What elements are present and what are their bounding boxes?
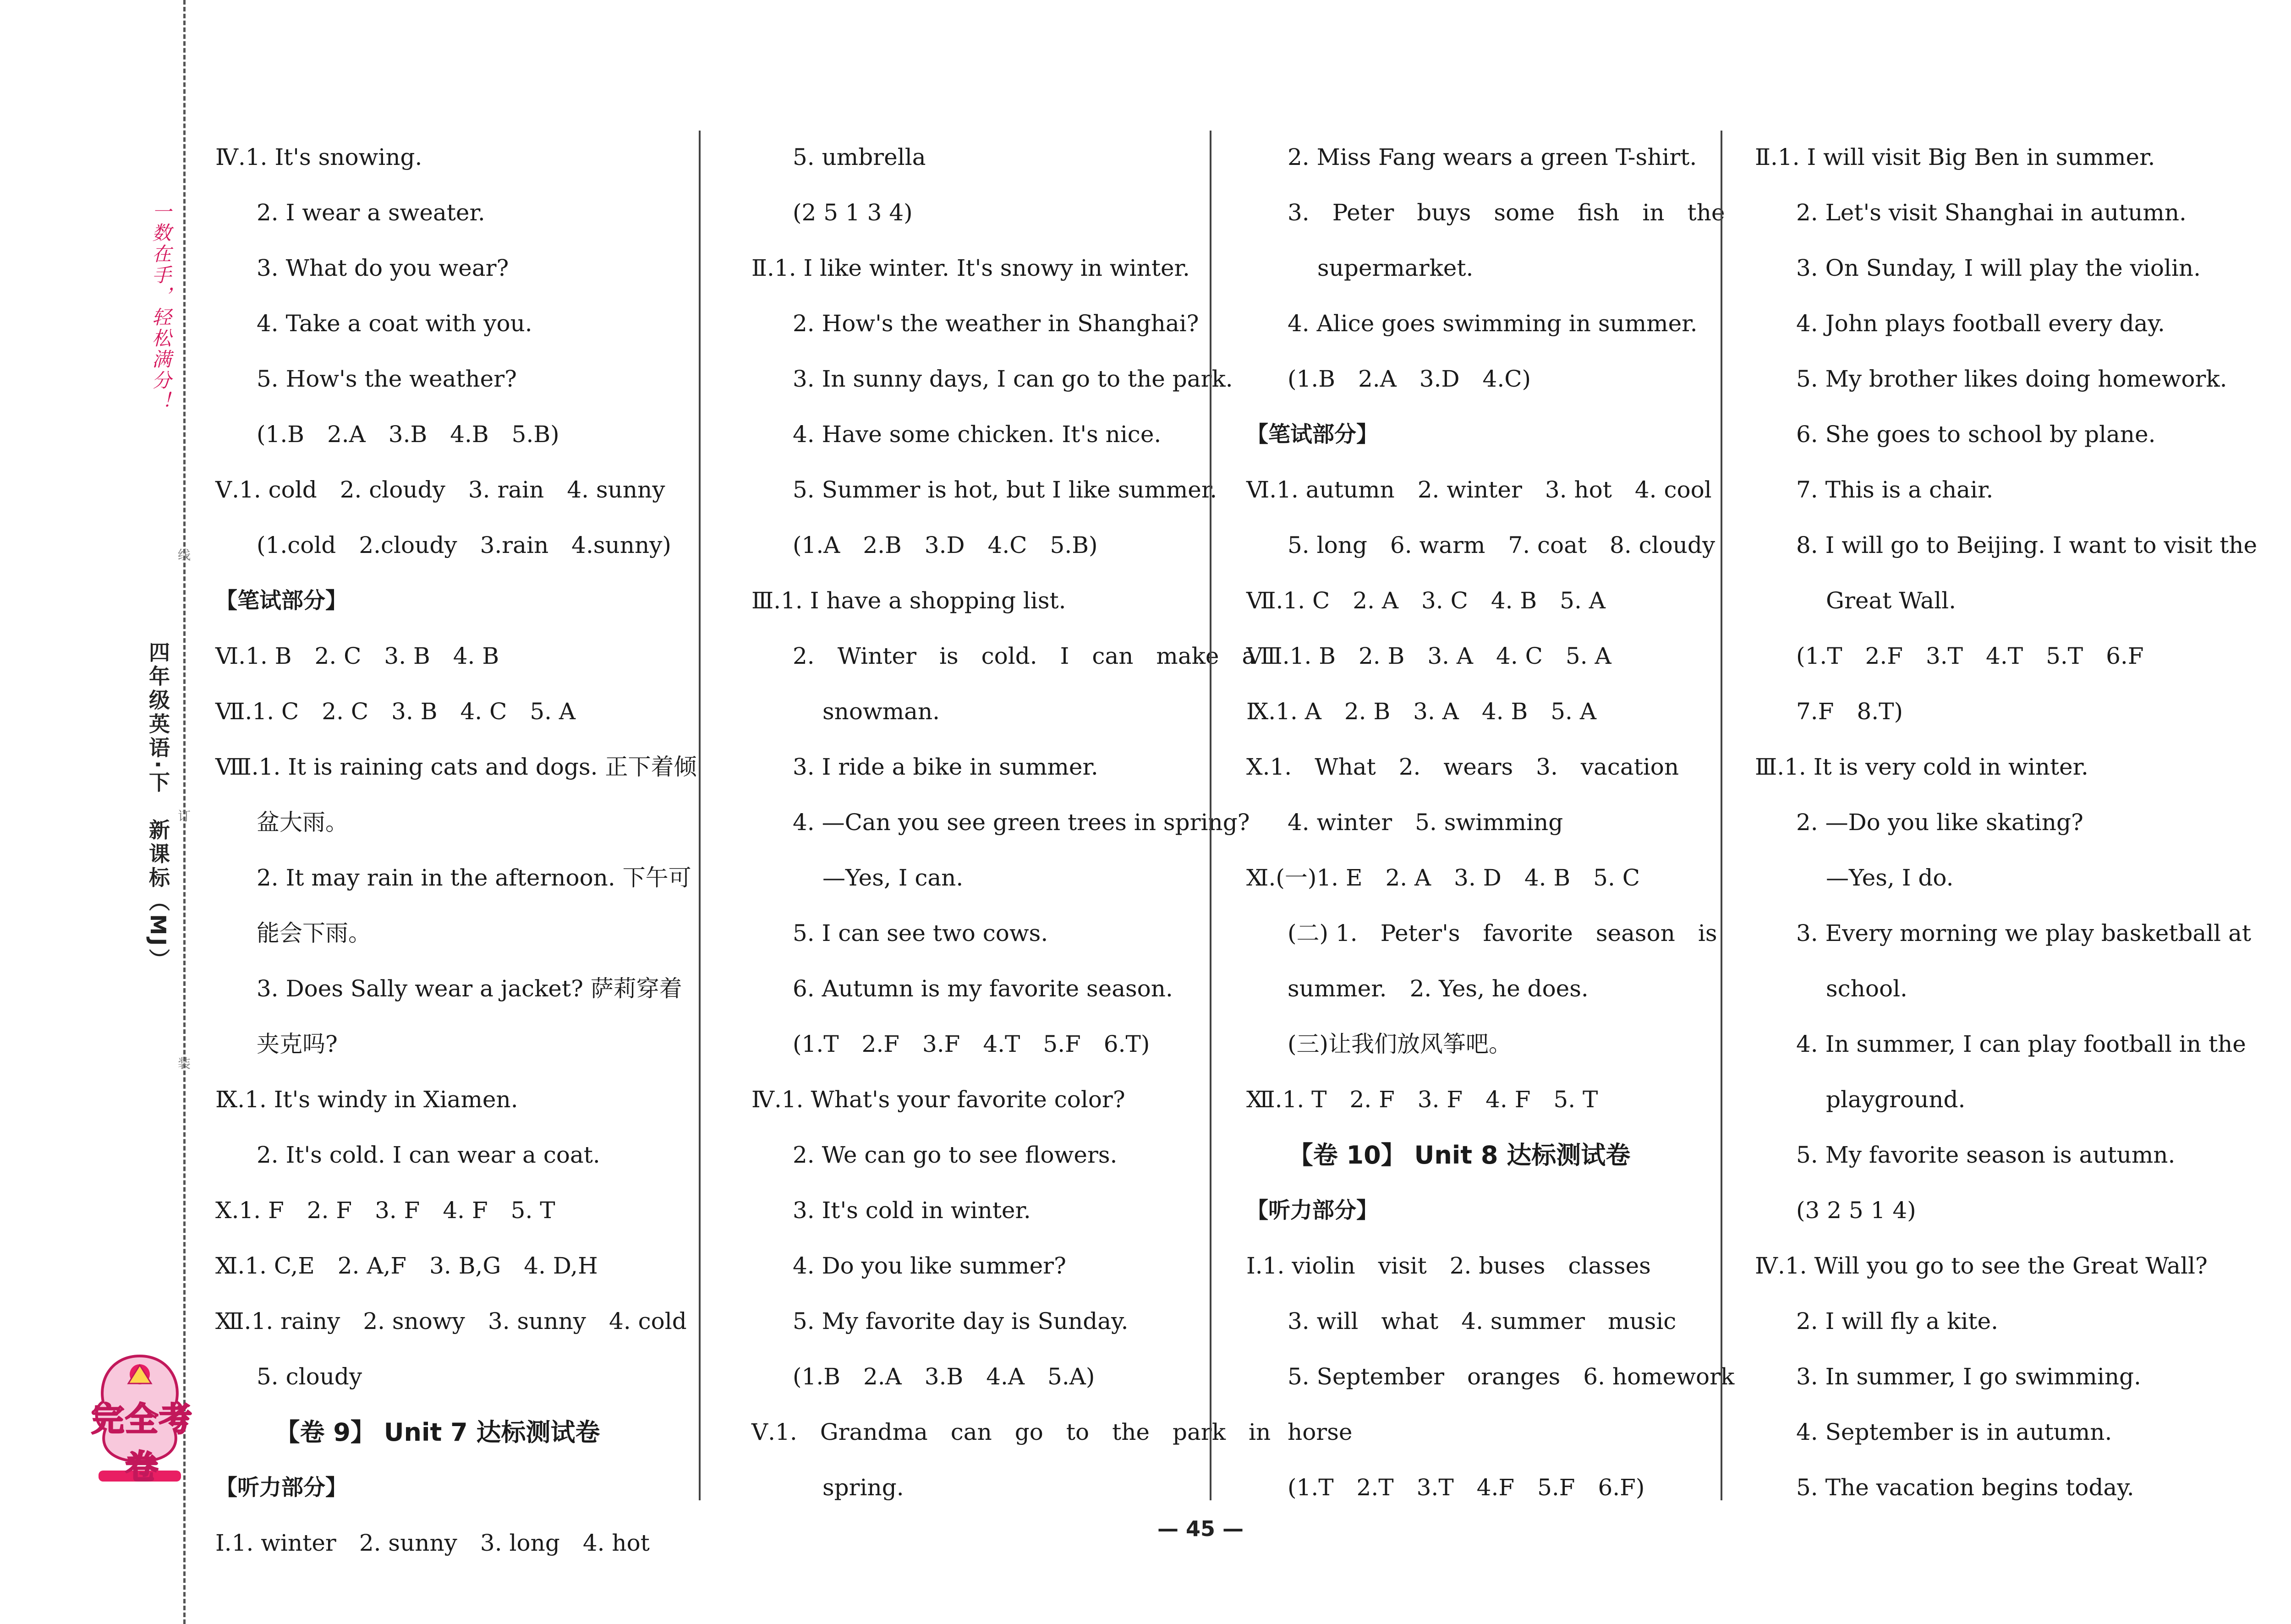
binding-mark-bind: 装 <box>178 1056 191 1071</box>
book-spine-title: 四年级英语·下 新课标（MJ） <box>146 641 170 973</box>
answer-line: Ⅶ.1. C 2. C 3. B 4. C 5. A <box>215 698 576 725</box>
answer-line: (1.T 2.T 3.T 4.F 5.F 6.F) <box>1288 1474 1645 1501</box>
page-number: — 45 — <box>1157 1516 1244 1541</box>
answer-line: supermarket. <box>1317 255 1474 281</box>
answer-line: 2. It may rain in the afternoon. 下午可 <box>257 864 691 891</box>
answer-line: 4. In summer, I can play football in the <box>1796 1031 2246 1057</box>
section-heading: 【笔试部分】 <box>215 588 348 613</box>
answer-line: 5. I can see two cows. <box>793 920 1048 946</box>
column-divider <box>1721 131 1722 1500</box>
answer-line: (二) 1. Peter's favorite season is <box>1288 920 1717 946</box>
answer-line: 4. September is in autumn. <box>1796 1419 2112 1445</box>
answer-line: 5. long 6. warm 7. coat 8. cloudy <box>1288 532 1716 558</box>
answer-column-1 <box>215 130 697 1571</box>
answer-line: Ⅴ.1. cold 2. cloudy 3. rain 4. sunny <box>215 476 665 503</box>
answer-line: Ⅳ.1. What's your favorite color? <box>751 1086 1125 1113</box>
answer-line: 4. winter 5. swimming <box>1288 809 1563 836</box>
answer-line: Ⅳ.1. It's snowing. <box>215 144 422 170</box>
answer-line: Ⅶ.1. C 2. A 3. C 4. B 5. A <box>1246 587 1606 614</box>
answer-line: 3. On Sunday, I will play the violin. <box>1796 255 2201 281</box>
slogan-text: 一数在手，轻松满分！ <box>149 202 172 412</box>
answer-line: snowman. <box>822 698 940 725</box>
answer-line: spring. <box>822 1474 904 1501</box>
answer-line: 6. Autumn is my favorite season. <box>793 975 1173 1002</box>
section-heading: 【听力部分】 <box>215 1475 348 1500</box>
answer-line: 5. My brother likes doing homework. <box>1796 366 2227 392</box>
answer-line: Ⅸ.1. A 2. B 3. A 4. B 5. A <box>1246 698 1596 725</box>
answer-line: 3. What do you wear? <box>257 255 509 281</box>
answer-line: 夹克吗? <box>257 1031 338 1057</box>
answer-line: 5. Summer is hot, but I like summer. <box>793 476 1217 503</box>
answer-line: (1.B 2.A 3.B 4.A 5.A) <box>793 1363 1095 1390</box>
answer-line: 5. How's the weather? <box>257 366 517 392</box>
answer-line: (1.cold 2.cloudy 3.rain 4.sunny) <box>257 532 671 558</box>
test-paper-title: 【卷 10】 Unit 8 达标测试卷 <box>1288 1141 1631 1170</box>
answer-line: (1.A 2.B 3.D 4.C 5.B) <box>793 532 1098 558</box>
answer-line: Ⅻ.1. T 2. F 3. F 4. F 5. T <box>1246 1086 1598 1113</box>
column-divider <box>1210 131 1211 1500</box>
answer-line: 7.F 8.T) <box>1796 698 1903 725</box>
answer-line: 8. I will go to Beijing. I want to visit the <box>1796 532 2258 558</box>
answer-line: 2. —Do you like skating? <box>1796 809 2083 836</box>
binding-mark-line: 线 <box>178 547 191 563</box>
answer-line: Ⅵ.1. autumn 2. winter 3. hot 4. cool <box>1246 476 1712 503</box>
answer-line: 2. Let's visit Shanghai in autumn. <box>1796 199 2187 226</box>
answer-line: 3. In summer, I go swimming. <box>1796 1363 2141 1390</box>
answer-line: Ⅹ.1. F 2. F 3. F 4. F 5. T <box>215 1197 555 1224</box>
answer-line: 3. Does Sally wear a jacket? 萨莉穿着 <box>257 975 682 1002</box>
answer-line: Ⅰ.1. violin visit 2. buses classes <box>1246 1252 1651 1279</box>
section-heading: 【听力部分】 <box>1246 1197 1379 1223</box>
answer-line: 4. Do you like summer? <box>793 1252 1066 1279</box>
answer-line: (1.T 2.F 3.F 4.T 5.F 6.T) <box>793 1031 1150 1057</box>
answer-line: 3. In sunny days, I can go to the park. <box>793 366 1233 392</box>
answer-line: 5. umbrella <box>793 144 926 170</box>
answer-line: 4. —Can you see green trees in spring? <box>793 809 1250 836</box>
answer-line: Ⅱ.1. I will visit Big Ben in summer. <box>1755 144 2155 170</box>
answer-line: (1.T 2.F 3.T 4.T 5.T 6.F <box>1796 643 2144 669</box>
answer-column-2 <box>751 130 1271 1515</box>
answer-line: (1.B 2.A 3.D 4.C) <box>1288 366 1531 392</box>
answer-line: Ⅲ.1. It is very cold in winter. <box>1755 754 2088 780</box>
answer-line: 2. We can go to see flowers. <box>793 1142 1118 1168</box>
answer-line: 3. Every morning we play basketball at <box>1796 920 2251 946</box>
answer-line: 盆大雨。 <box>257 809 348 836</box>
answer-line: 2. I will fly a kite. <box>1796 1308 1998 1334</box>
answer-line: 4. Have some chicken. It's nice. <box>793 421 1162 448</box>
answer-line: Ⅴ.1. Grandma can go to the park in <box>751 1419 1271 1445</box>
answer-line: 2. How's the weather in Shanghai? <box>793 310 1199 337</box>
answer-line: 能会下雨。 <box>257 920 371 946</box>
answer-line: 5. My favorite day is Sunday. <box>793 1308 1129 1334</box>
answer-line: Ⅱ.1. I like winter. It's snowy in winter. <box>751 255 1190 281</box>
brand-logo-text: 完全考卷 <box>91 1400 193 1486</box>
answer-line: Ⅰ.1. winter 2. sunny 3. long 4. hot <box>215 1530 650 1556</box>
section-heading: 【笔试部分】 <box>1246 421 1379 447</box>
answer-line: (3 2 5 1 4) <box>1796 1197 1916 1224</box>
binding-mark-staple: 订 <box>178 809 191 824</box>
answer-line: Ⅺ.(一)1. E 2. A 3. D 4. B 5. C <box>1246 864 1640 891</box>
answer-line: —Yes, I can. <box>822 864 964 891</box>
answer-line: (2 5 1 3 4) <box>793 199 913 226</box>
answer-line: 2. It's cold. I can wear a coat. <box>257 1142 600 1168</box>
answer-line: 3. Peter buys some fish in the <box>1288 199 1725 226</box>
answer-line: 3. I ride a bike in summer. <box>793 754 1098 780</box>
answer-line: 2. Winter is cold. I can make a <box>793 643 1256 669</box>
answer-line: summer. 2. Yes, he does. <box>1288 975 1589 1002</box>
answer-line: 5. cloudy <box>257 1363 362 1390</box>
answer-line: horse <box>1288 1419 1353 1445</box>
answer-line: 2. Miss Fang wears a green T-shirt. <box>1288 144 1697 170</box>
answer-line: 4. Alice goes swimming in summer. <box>1288 310 1698 337</box>
answer-line: (1.B 2.A 3.B 4.B 5.B) <box>257 421 559 448</box>
answer-line: Ⅳ.1. Will you go to see the Great Wall? <box>1755 1252 2208 1279</box>
answer-line: school. <box>1826 975 1907 1002</box>
answer-line: 5. September oranges 6. homework <box>1288 1363 1735 1390</box>
answer-column-3 <box>1246 130 1735 1515</box>
answer-line: Ⅷ.1. B 2. B 3. A 4. C 5. A <box>1246 643 1611 669</box>
answer-line: (三)让我们放风筝吧。 <box>1288 1031 1512 1057</box>
answer-line: Ⅲ.1. I have a shopping list. <box>751 587 1066 614</box>
test-paper-title: 【卷 9】 Unit 7 达标测试卷 <box>275 1418 600 1447</box>
answer-line: 3. will what 4. summer music <box>1288 1308 1677 1334</box>
answer-line: 4. John plays football every day. <box>1796 310 2165 337</box>
answer-line: Ⅺ.1. C,E 2. A,F 3. B,G 4. D,H <box>215 1252 598 1279</box>
answer-line: playground. <box>1826 1086 1966 1113</box>
answer-line: Great Wall. <box>1826 587 1956 614</box>
answer-line: 3. It's cold in winter. <box>793 1197 1031 1224</box>
answer-line: 5. The vacation begins today. <box>1796 1474 2134 1501</box>
answer-column-4 <box>1755 130 2258 1515</box>
answer-line: —Yes, I do. <box>1826 864 1954 891</box>
answer-line: Ⅸ.1. It's windy in Xiamen. <box>215 1086 518 1113</box>
answer-line: 5. My favorite season is autumn. <box>1796 1142 2176 1168</box>
answer-line: 4. Take a coat with you. <box>257 310 532 337</box>
answer-line: Ⅻ.1. rainy 2. snowy 3. sunny 4. cold <box>215 1308 687 1334</box>
answer-line: Ⅹ.1. What 2. wears 3. vacation <box>1246 754 1679 780</box>
answer-line: 6. She goes to school by plane. <box>1796 421 2156 448</box>
answer-line: Ⅵ.1. B 2. C 3. B 4. B <box>215 643 499 669</box>
answer-line: 7. This is a chair. <box>1796 476 1994 503</box>
column-divider <box>699 131 701 1500</box>
answer-line: 2. I wear a sweater. <box>257 199 485 226</box>
answer-line: Ⅷ.1. It is raining cats and dogs. 正下着倾 <box>215 754 697 780</box>
